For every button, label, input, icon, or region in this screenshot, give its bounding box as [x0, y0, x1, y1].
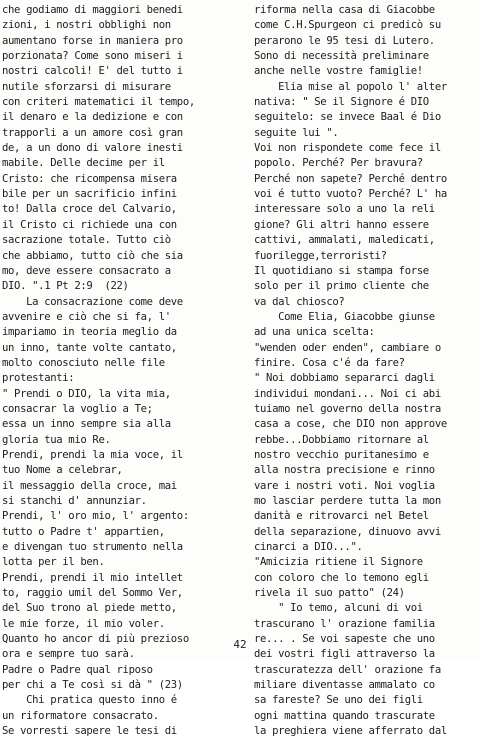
text-line: del Suo trono al piede metto, — [2, 602, 177, 615]
text-line: che godiamo di maggiori benedi — [2, 4, 183, 16]
text-line: Il quotidiano si stampa forse — [254, 264, 429, 277]
text-line: con criteri matematici il tempo, — [2, 96, 195, 109]
page-number: 42 — [233, 638, 247, 651]
text-line: porzionata? Come sono miseri i — [2, 50, 183, 63]
text-line: "Amicizia ritiene il Signore — [254, 556, 423, 569]
text-line: della separazione, dinuovo avvi — [254, 525, 441, 538]
text-line: " Noi dobbiamo separarci dagli — [254, 372, 435, 385]
text-line: La consacrazione come deve — [2, 295, 183, 308]
text-line: tutto o Padre t' appartien, — [2, 525, 165, 538]
text-line: e divengan tuo strumento nella — [2, 541, 183, 554]
text-line: un inno, tante volte cantato, — [2, 341, 177, 354]
text-line: mabile. Delle decime per il — [2, 157, 165, 170]
text-line: essa un inno sempre sia alla — [2, 418, 171, 431]
text-line: la preghiera viene afferrato dal — [254, 725, 447, 738]
text-line: trascurano l' orazione familia — [254, 617, 435, 630]
text-line: come C.H.Spurgeon ci predicò su — [254, 19, 441, 32]
text-line: lotta per il ben. — [2, 556, 105, 569]
text-line: tuiamo nel governo della nostra — [254, 402, 441, 415]
text-line: voi é tutto vuoto? Perché? L' ha — [254, 188, 447, 201]
text-line: seguite lui ". — [254, 126, 339, 139]
text-line: interessare solo a uno la reli — [254, 203, 435, 216]
text-line: individui mondani... Noi ci abi — [254, 387, 441, 400]
text-line: aumentano forse in maniera pro — [2, 34, 183, 47]
text-line: cinarci a DIO...". — [254, 541, 363, 554]
text-line: mo, deve essere consacrato a — [2, 264, 171, 277]
text-line: molto conosciuto nelle file — [2, 356, 165, 369]
text-line: rivela il suo patto" (24) — [254, 587, 405, 600]
text-line: casa a cose, che DIO non approve — [254, 418, 447, 431]
text-line: con coloro che lo temono egli — [254, 571, 429, 584]
text-line: fuorilegge,terroristi? — [254, 249, 387, 262]
text-line: Chi pratica questo inno é — [2, 694, 177, 707]
text-line: solo per il primo cliente che — [254, 280, 429, 293]
text-line: Quanto ho ancor di più prezioso — [2, 633, 189, 646]
text-line: si stanchi d' annunziar. — [2, 495, 147, 507]
text-line: Se vorresti sapere le tesi di — [2, 725, 177, 738]
text-line: gione? Gli altri hanno essere — [254, 218, 429, 231]
text-line: Voi non rispondete come fece il — [254, 142, 441, 155]
text-line: il denaro e la dedizione e con — [2, 111, 183, 124]
text-line: to, raggio umil del Sommo Ver, — [2, 587, 183, 600]
text-line: nostri calcoli! E' del tutto i — [2, 65, 183, 78]
text-line: nativa: " Se il Signore é DIO — [254, 96, 429, 109]
text-line: sacrazione totale. Tutto ciò — [2, 234, 171, 247]
text-line: il Cristo ci richiede una con — [2, 218, 177, 231]
text-line: Padre o Padre qual riposo — [2, 663, 153, 676]
text-line: ogni mattina quando trascurate — [254, 709, 435, 722]
text-line: gloria tua mio Re. — [2, 433, 111, 446]
text-line: protestanti: — [2, 372, 75, 385]
right-text-column — [254, 3, 478, 740]
text-line: vare i nostri voti. Noi voglia — [254, 479, 435, 492]
text-line: un riformatore consacrato. — [2, 709, 159, 722]
text-line: anche nelle vostre famiglie! — [254, 65, 423, 78]
text-line: cattivi, ammalati, maledicati, — [254, 234, 435, 247]
text-line: nutile sforzarsi di misurare — [2, 80, 171, 93]
text-line: ad una unica scelta: — [254, 326, 375, 339]
text-line: de, a un dono di valore inesti — [2, 142, 183, 155]
text-line: popolo. Perché? Per bravura? — [254, 157, 423, 170]
text-line: "wenden oder enden", cambiare o — [254, 341, 441, 354]
text-line: impariamo in teoria meglio da — [2, 326, 177, 339]
text-line: Prendi, prendi il mio intellet — [2, 571, 183, 584]
text-line: le mie forze, il mio voler. — [2, 617, 165, 630]
text-line: nostro vecchio puritanesimo e — [254, 448, 429, 461]
text-line: bile per un sacrificio infini — [2, 188, 177, 201]
text-line: il messaggio della croce, mai — [2, 479, 177, 492]
text-line: dei vostri figli attraverso la — [254, 648, 435, 661]
text-line: avvenire e ciò che si fa, l' — [2, 310, 171, 323]
text-line: Perché non sapete? Perché dentro — [254, 172, 447, 185]
text-line: DIO. ".1 Pt 2:9 (22) — [2, 280, 129, 293]
text-line: Cristo: che ricompensa misera — [2, 172, 177, 185]
text-line: tuo Nome a celebrar, — [2, 464, 123, 477]
text-line: " Prendi o DIO, la vita mia, — [2, 387, 171, 400]
text-line: riforma nella casa di Giacobbe — [254, 4, 435, 16]
text-line: Prendi, l' oro mio, l' argento: — [2, 510, 189, 523]
text-line: per chi a Te così si dà " (23) — [2, 679, 183, 692]
text-line: danità e ritrovarci nel Betel — [254, 510, 429, 523]
text-line: sa fareste? Se uno dei figli — [254, 694, 423, 707]
text-line: " Io temo, alcuni di voi — [254, 602, 423, 615]
text-line: to! Dalla croce del Calvario, — [2, 203, 177, 216]
text-line: trapporli a un amore così gran — [2, 126, 183, 139]
text-line: alla nostra precisione e rinno — [254, 464, 435, 477]
text-line: consacrar la voglio a Te; — [2, 402, 153, 415]
text-line: ora e sempre tuo sarà. — [2, 648, 135, 661]
text-line: che abbiamo, tutto ciò che sia — [2, 249, 183, 262]
text-line: finire. Cosa c'é da fare? — [254, 356, 405, 369]
text-line: va dal chiosco? — [254, 295, 345, 308]
text-line: zioni, i nostri obblighi non — [2, 19, 171, 32]
text-line: Elia mise al popolo l' alter — [254, 80, 447, 93]
text-line: perarono le 95 tesi di Lutero. — [254, 34, 435, 47]
left-text-column — [2, 3, 226, 740]
text-line: rebbe...Dobbiamo ritornare al — [254, 433, 429, 446]
text-line: re... . Se voi sapeste che uno — [254, 633, 435, 646]
text-line: Sono di necessità preliminare — [254, 50, 429, 63]
text-line: Prendi, prendi la mia voce, il — [2, 448, 183, 461]
text-line: trascuratezza dell' orazione fa — [254, 663, 441, 676]
text-line: Come Elia, Giacobbe giunse — [254, 310, 435, 323]
text-line: mo lasciar perdere tutta la mon — [254, 495, 441, 507]
text-line: miliare diventasse ammalato co — [254, 679, 435, 692]
text-line: seguitelo: se invece Baal é Dio — [254, 111, 441, 124]
